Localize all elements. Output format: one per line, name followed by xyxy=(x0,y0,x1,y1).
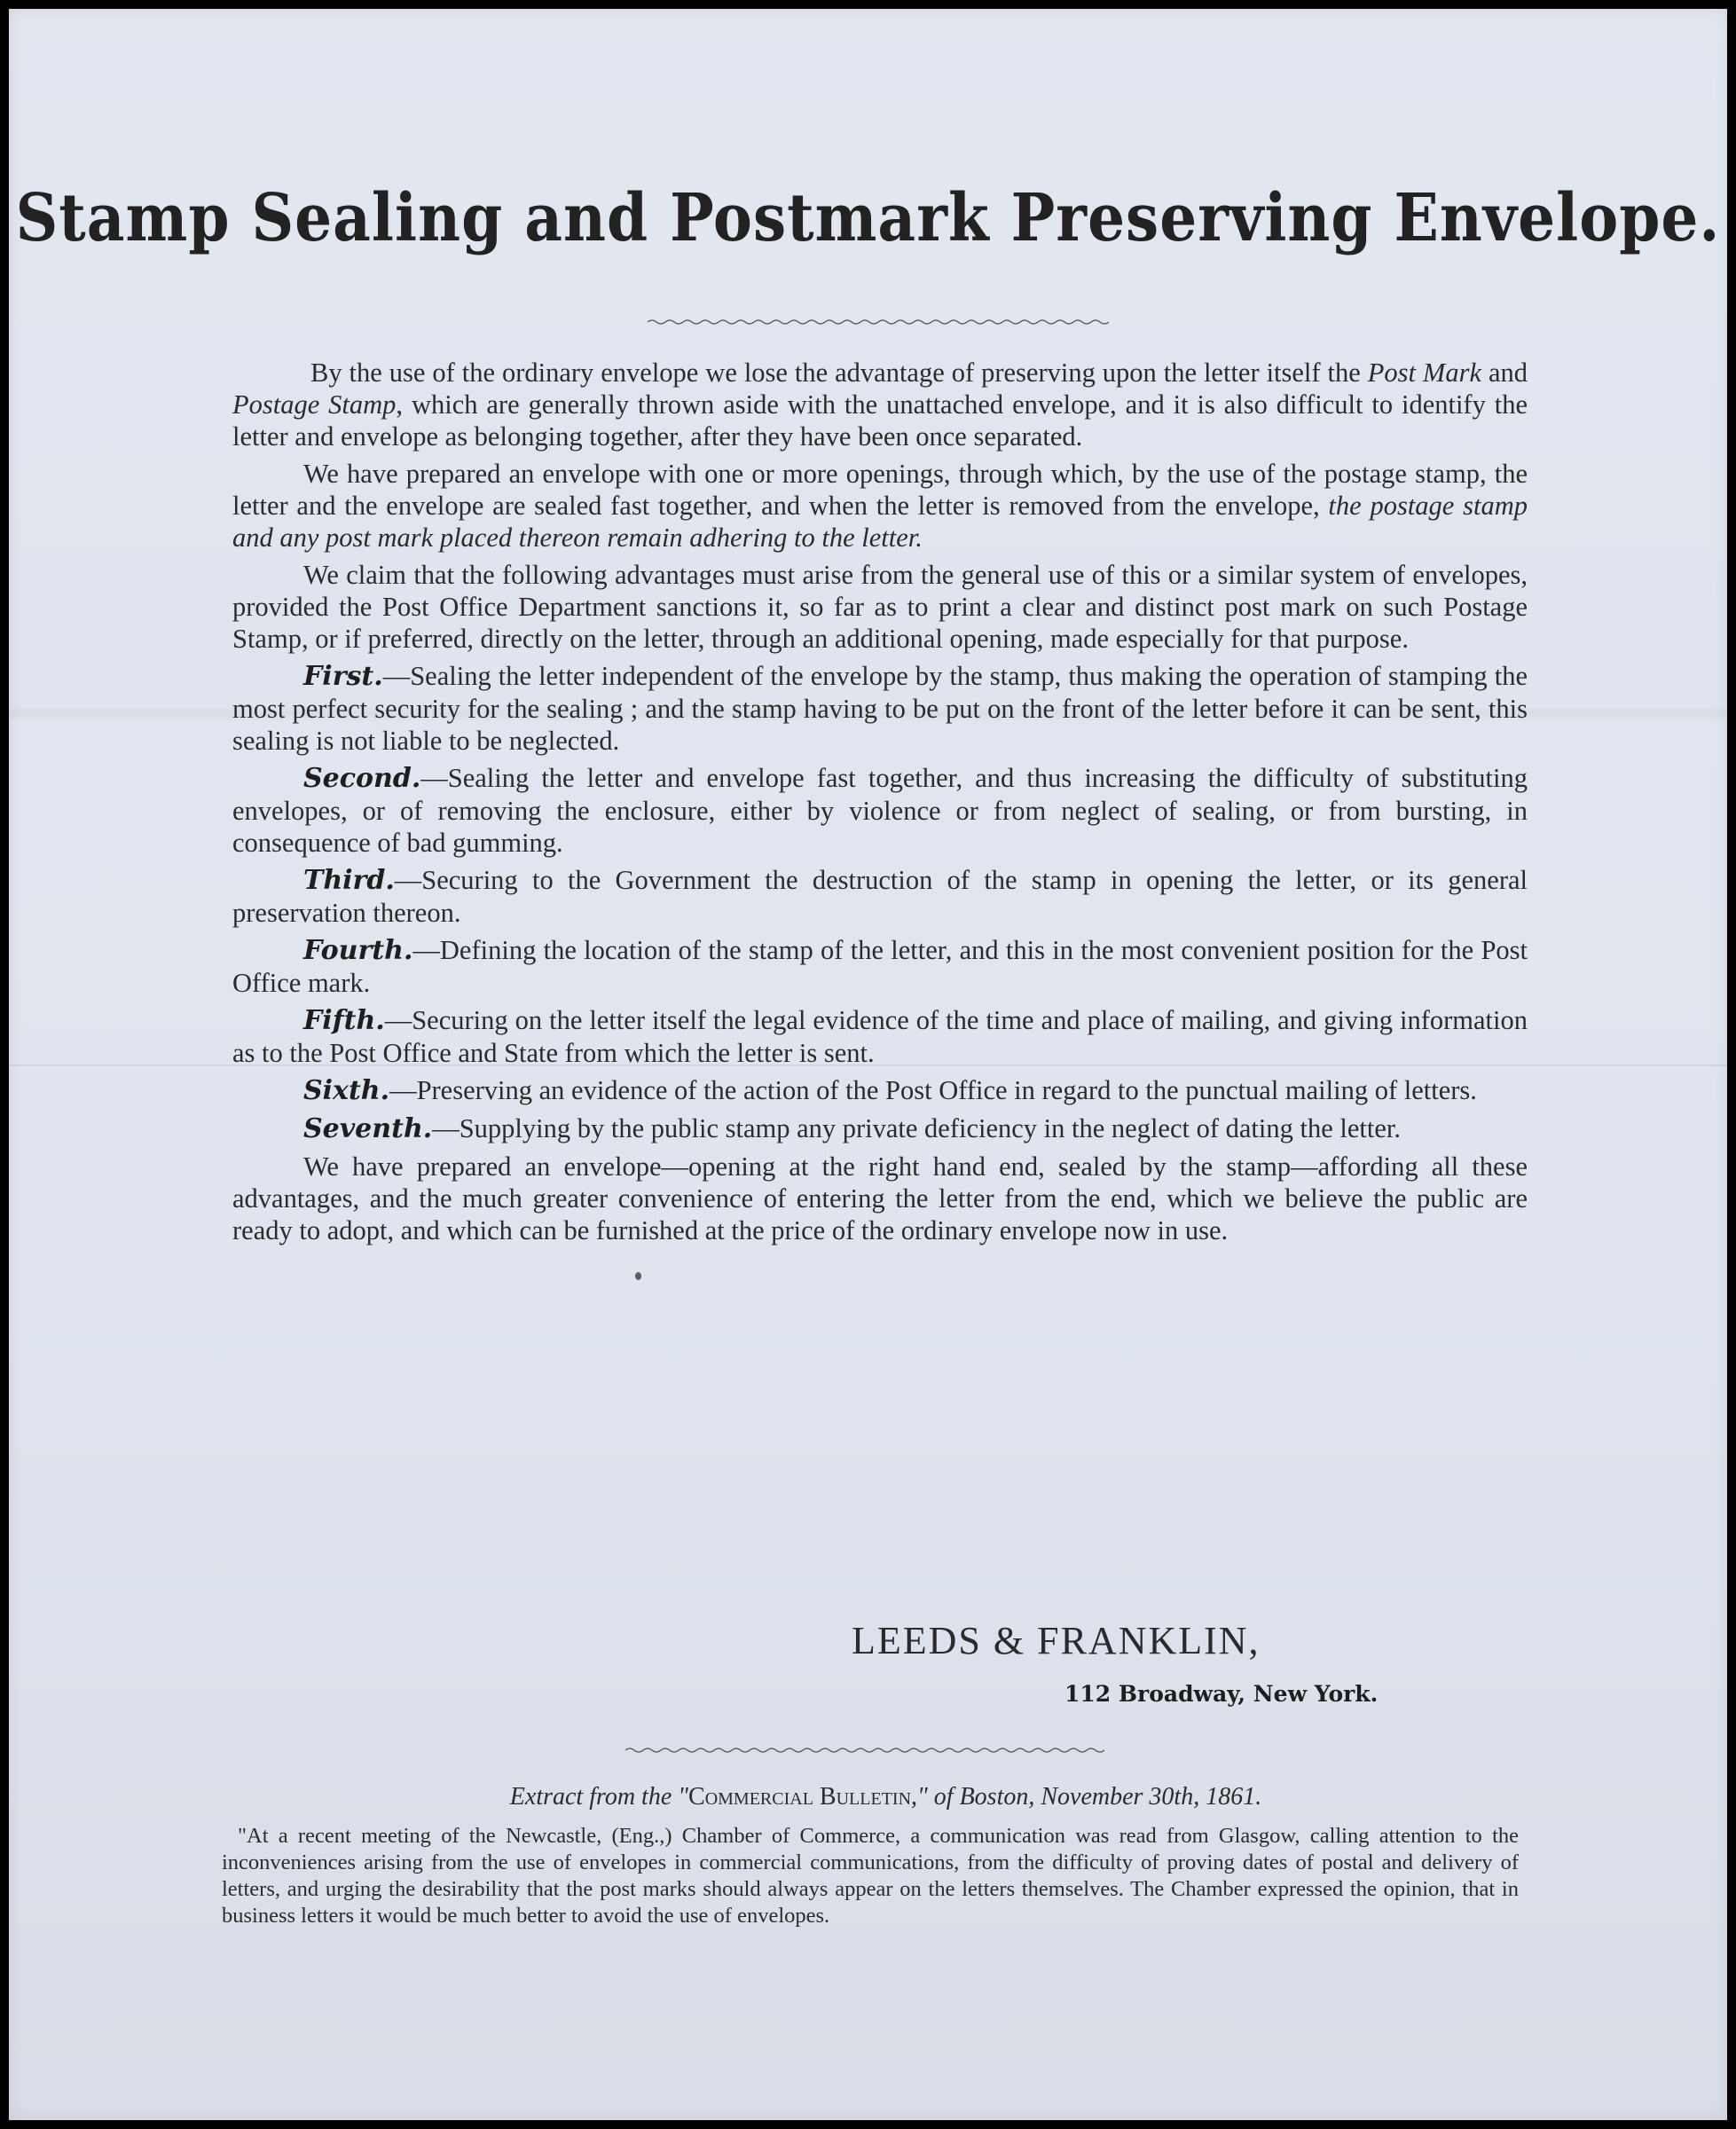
advantage-lead: Fourth. xyxy=(303,935,413,966)
document-title: Stamp Sealing and Postmark Preserving Envelope. xyxy=(15,178,1721,256)
extract-source: Commercial Bulletin xyxy=(688,1783,912,1811)
intro-text: By the use of the ordinary envelope we lose the advantage of preserving upon the letter itself the xyxy=(310,357,1368,388)
paragraph-claim xyxy=(232,559,1528,655)
advantage-lead: Third. xyxy=(303,865,395,896)
signature-name: LEEDS & FRANKLIN, xyxy=(852,1619,1261,1662)
intro-postage-stamp: Postage Stamp xyxy=(232,389,397,420)
advantage-seventh xyxy=(232,1112,1528,1145)
advantage-fifth xyxy=(232,1004,1528,1069)
paragraph-intro xyxy=(232,357,1528,452)
advantage-second xyxy=(232,762,1528,859)
advantage-lead: Fifth. xyxy=(303,1005,385,1036)
intro-post-mark: Post Mark xyxy=(1367,357,1481,388)
intro-and: and xyxy=(1481,357,1528,388)
advantage-lead: Second. xyxy=(303,763,421,794)
advantage-text: —Securing to the Government the destruction of the stamp in opening the letter, or its general preservation thereon. xyxy=(232,865,1528,928)
advantage-lead: Sixth. xyxy=(303,1075,390,1106)
advantage-text: —Securing on the letter itself the legal evidence of the time and place of mailing, and giving information as to the Post Office and State from which the letter is sent. xyxy=(232,1005,1528,1068)
prepared-text: We have prepared an envelope with one or more openings, through which, by the use of the postage stamp, the letter and the envelope are sealed fast together, and when the letter is removed from the envelope, xyxy=(232,459,1528,521)
extract-heading xyxy=(9,1783,1727,1811)
ink-spot xyxy=(635,1272,641,1280)
advantage-first xyxy=(232,660,1528,757)
advantage-text: —Defining the location of the stamp of the letter, and this in the most convenient position for the Post Office mark. xyxy=(232,935,1528,998)
extract-body: "At a recent meeting of the Newcastle, (Eng.,) Chamber of Commerce, a communication was read from Glasgow, calling attention to the inconveniences arising from the use of envelopes in commercial communications, from the difficulty of proving dates of postal and delivery of letters, and urging the desirability that the post marks should always appear on the letters themselves. The Chamber expressed the opinion, that in business letters it would be much better to avoid the use of envelopes. xyxy=(222,1824,1519,1928)
advantage-sixth xyxy=(232,1074,1528,1107)
advantage-lead: Seventh. xyxy=(303,1113,433,1144)
claim-text: We claim that the following advantages must arise from the general use of this or a similar system of envelopes, provided the Post Office Department sanctions it, so far as to print a clear and distinct post mark on such Postage Stamp, or if preferred, directly on the letter, through an additional opening, made especially for that purpose. xyxy=(232,560,1528,654)
signature-address: 112 Broadway, New York. xyxy=(1064,1681,1379,1707)
advantage-lead: First. xyxy=(303,661,383,692)
document-sheet xyxy=(9,9,1727,2120)
extract-prefix: Extract from the " xyxy=(509,1783,689,1811)
advantage-third xyxy=(232,864,1528,929)
intro-end: , which are generally thrown aside with the unattached envelope, and it is also difficult to identify the letter and envelope as belonging together, after they have been once separated. xyxy=(232,389,1528,452)
paragraph-prepared xyxy=(232,458,1528,554)
paragraph-closing xyxy=(232,1151,1528,1246)
advantage-text: —Preserving an evidence of the action of the Post Office in regard to the punctual mailing of letters. xyxy=(389,1075,1477,1105)
extract-suffix: ," of Boston, November 30th, 1861. xyxy=(911,1783,1262,1811)
closing-text: We have prepared an envelope—opening at the right hand end, sealed by the stamp—affording all these advantages, and the much greater convenience of entering the letter from the end, which we believe the public are ready to adopt, and which can be furnished at the price of the ordinary envelope now in use. xyxy=(232,1151,1528,1245)
advantage-fourth xyxy=(232,934,1528,999)
ornamental-rule-lower xyxy=(625,1746,1104,1755)
ornamental-rule xyxy=(648,318,1109,326)
document-body xyxy=(232,357,1528,1246)
advantage-text: —Sealing the letter and envelope fast together, and thus increasing the difficulty of substituting envelopes, or of removing the enclosure, either by violence or from neglect of sealing, or from bursting, in consequence of bad gumming. xyxy=(232,763,1528,858)
advantage-text: —Supplying by the public stamp any private deficiency in the neglect of dating the letter. xyxy=(432,1113,1401,1143)
prepared-italic: the postage stamp and any post mark placed thereon remain adhering to the letter. xyxy=(232,491,1528,553)
advantage-text: —Sealing the letter independent of the envelope by the stamp, thus making the operation of stamping the most perfect security for the sealing ; and the stamp having to be put on the front of the letter before it can be sent, this sealing is not liable to be neglected. xyxy=(232,661,1528,756)
